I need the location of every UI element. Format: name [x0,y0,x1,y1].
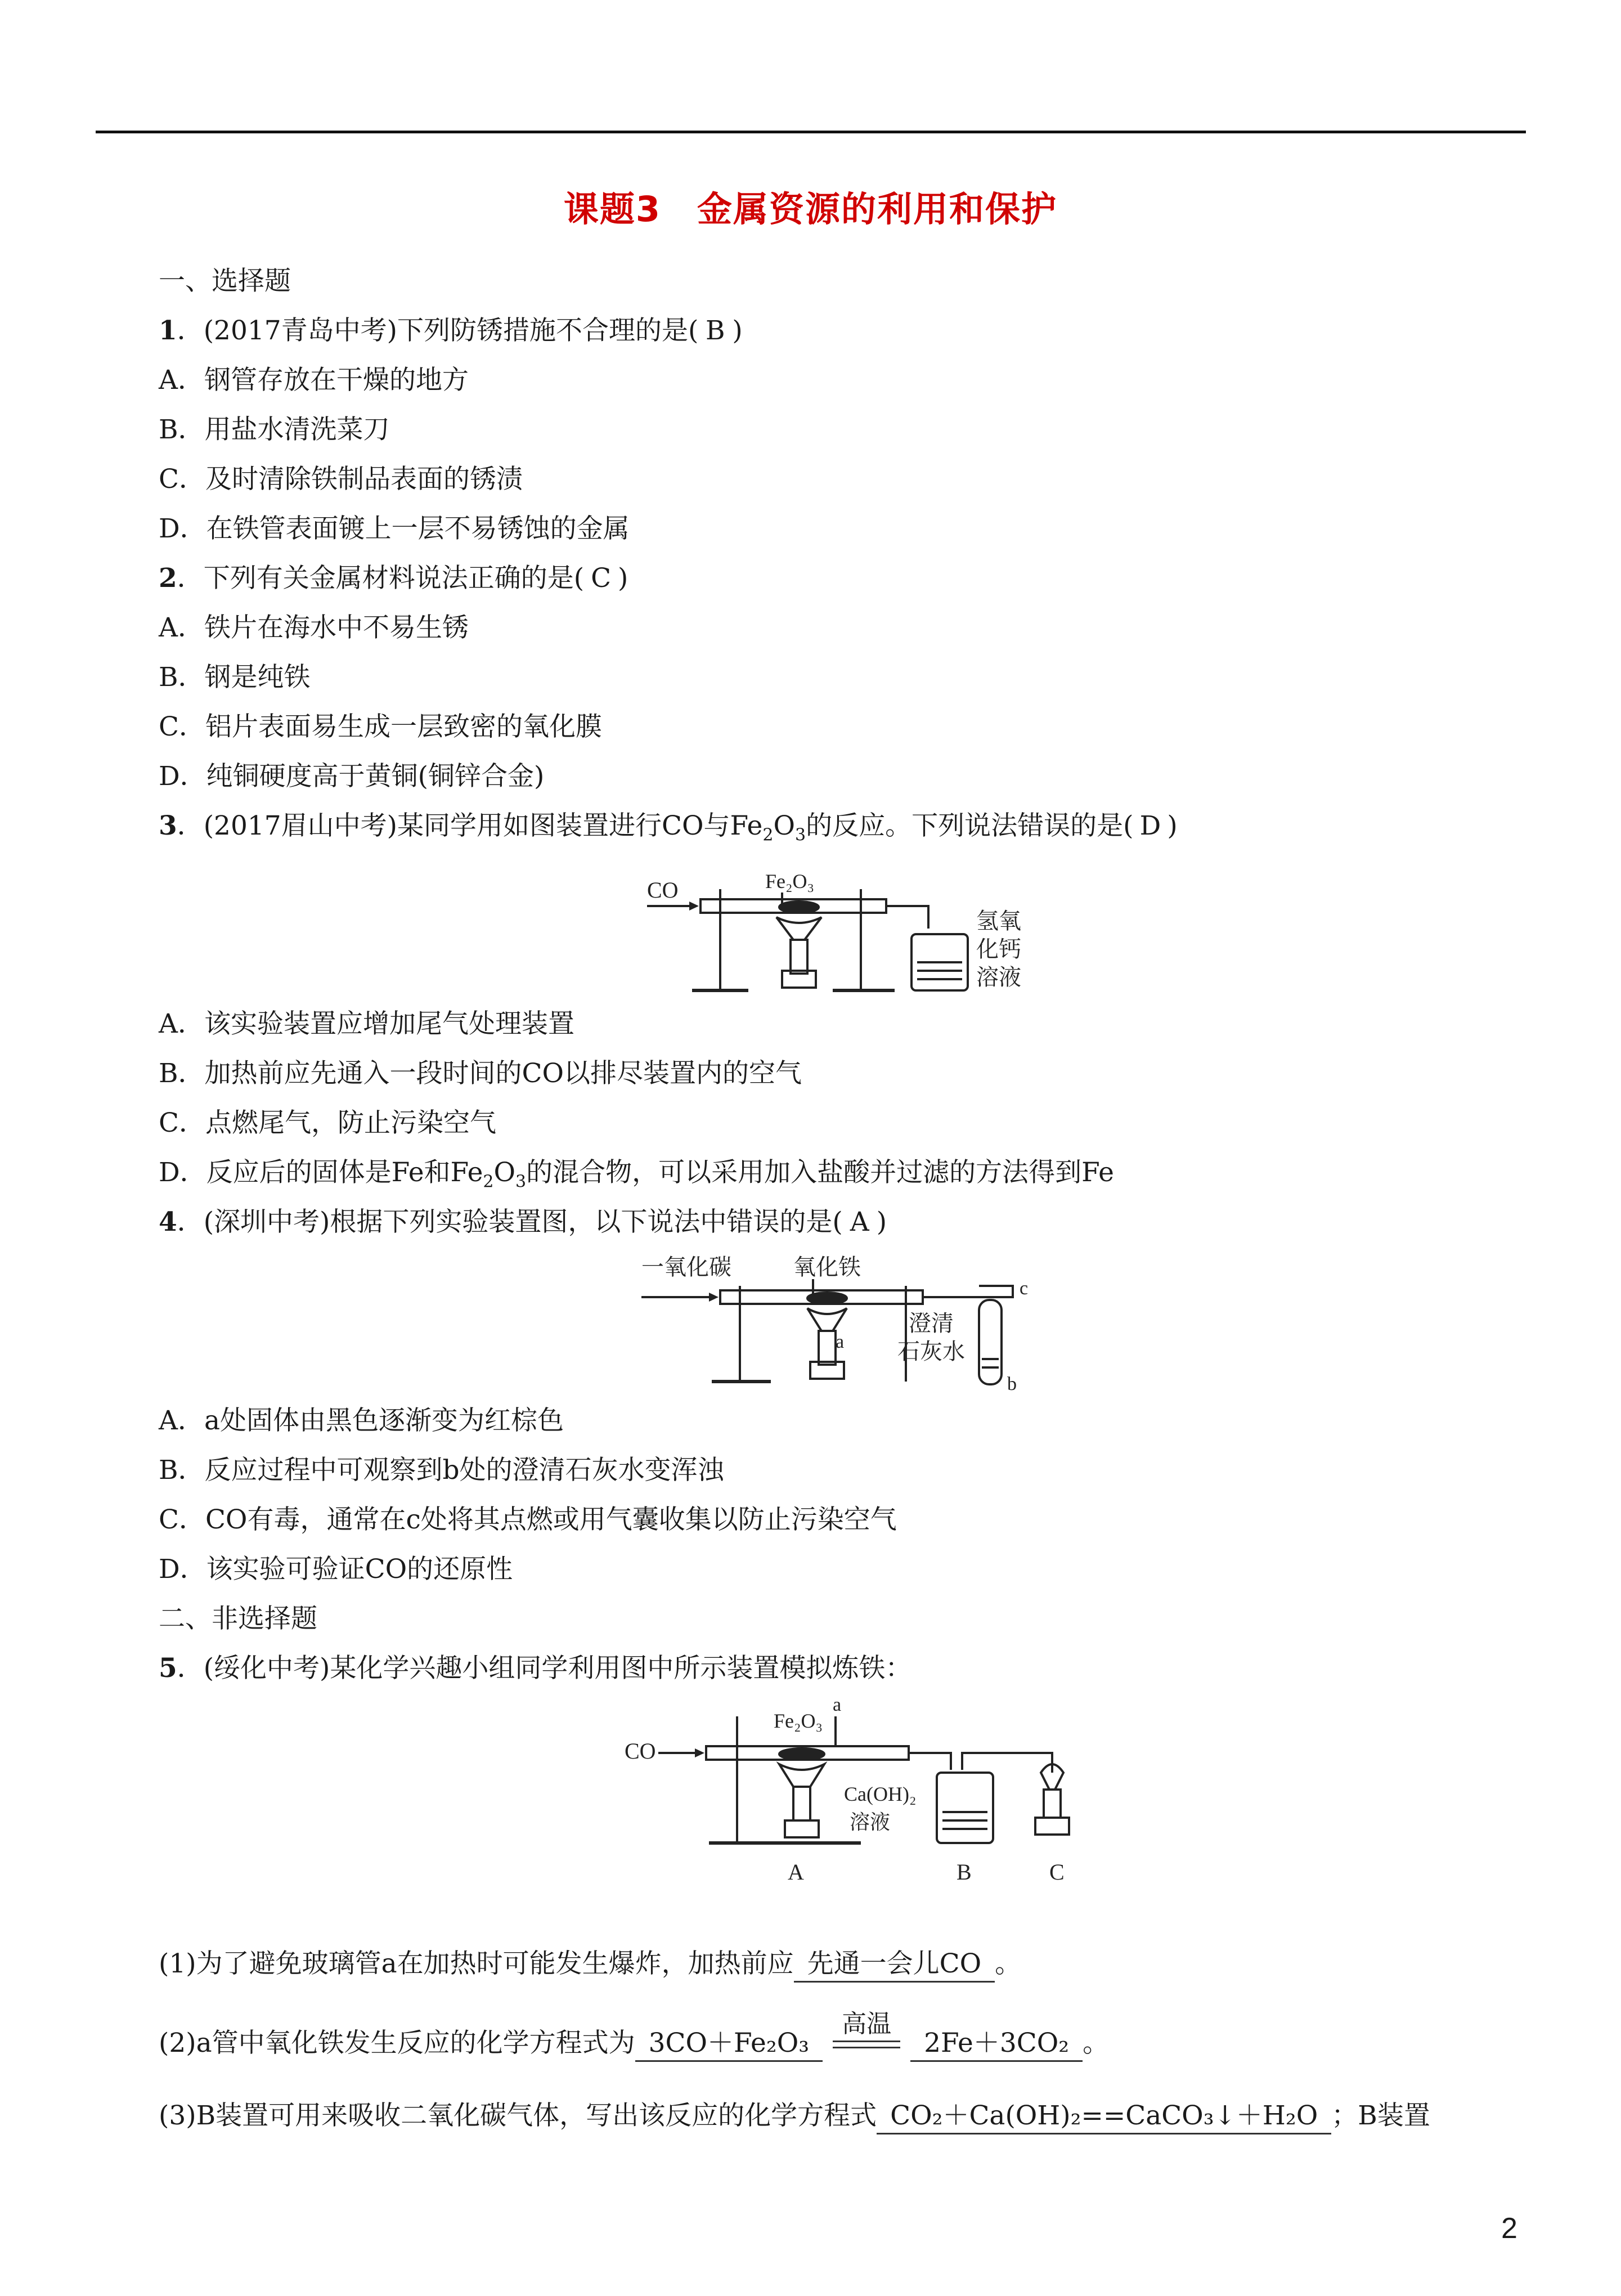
option: B．反应过程中可观察到b处的澄清石灰水变浑浊 [159,1455,724,1486]
svg-text:CO: CO [625,1738,656,1764]
subquestion-3: (3)B装置可用来吸收二氧化碳气体，写出该反应的化学方程式 CO₂＋Ca(OH)₂==CaCO₃↓＋H₂O ；B装置 [159,2099,1430,2134]
svg-text:Fe₂O₃: Fe₂O₃ [774,1710,823,1732]
reaction-condition: 高温 [833,2010,900,2048]
option: C．点燃尾气，防止污染空气 [159,1107,496,1138]
answer-choice: C [591,563,612,594]
question-number: 2 [159,563,177,594]
outlet-tube [886,906,928,929]
option: C．铝片表面易生成一层致密的氧化膜 [159,711,602,742]
svg-text:氧化铁: 氧化铁 [793,1254,861,1280]
answer-blank: CO₂＋Ca(OH)₂==CaCO₃↓＋H₂O [877,2099,1331,2134]
section-heading-nonchoice: 二、非选择题 [159,1603,317,1634]
question-stem: ．(2017青岛中考)下列防锈措施不合理的是( [177,315,699,346]
svg-text:C: C [1049,1859,1065,1885]
option: C．及时清除铁制品表面的锈渍 [159,464,523,495]
apparatus-figure-q3 [636,855,1075,996]
burner-flame [776,917,821,940]
option: C．CO有毒，通常在c处将其点燃或用气囊收集以防止污染空气 [159,1504,897,1535]
answer-blank-lhs: 3CO＋Fe₂O₃ [635,2026,823,2062]
answer-choice: A [850,1207,869,1237]
sample [779,902,819,913]
paren-close: ) [732,315,743,346]
option: D．反应后的固体是Fe和$Fe_2O_3$的混合物，可以采用加入盐酸并过滤的方法得到Fe [159,1157,1114,1192]
answer-choice: D [1139,810,1161,841]
question-number: 5 [159,1653,177,1684]
option: D．该实验可验证CO的还原性 [159,1554,513,1585]
svg-text:氢氧: 氢氧 [976,908,1021,934]
co-label: CO [647,877,679,903]
lamp [791,940,807,974]
svg-text:溶液: 溶液 [976,965,1021,990]
option: B．钢是纯铁 [159,662,311,693]
apparatus-figure-q4 [641,1246,1047,1393]
question-stem: ．(绥化中考)某化学兴趣小组同学利用图中所示装置模拟炼铁： [177,1653,912,1684]
svg-text:a: a [836,1331,845,1352]
paren-close: ) [1167,810,1178,841]
header-rule [96,131,1526,133]
question-number: 4 [159,1207,177,1237]
option: D．纯铜硬度高于黄铜(铜锌合金) [159,761,545,792]
question-3: 3．(2017眉山中考)某同学用如图装置进行CO与$Fe_2O_3$的反应。下列说法错误的是( D ) [159,810,1178,845]
page-title: 课题3 金属资源的利用和保护 [563,189,1058,230]
svg-text:澄清: 澄清 [909,1311,954,1336]
paren-close: ) [876,1207,887,1237]
page-number: 2 [1501,2212,1517,2245]
svg-text:Ca(OH)₂: Ca(OH)₂ [844,1783,917,1805]
svg-text:B: B [957,1859,972,1885]
question-4 [159,1205,887,1239]
option: A．铁片在海水中不易生锈 [159,612,469,643]
svg-text:一氧化碳: 一氧化碳 [641,1254,731,1280]
question-5 [159,1652,911,1685]
paren-close: ) [618,563,628,594]
option: B．加热前应先通入一段时间的CO以排尽装置内的空气 [159,1058,802,1089]
svg-text:b: b [1007,1374,1017,1393]
question-1 [159,314,743,348]
question-2 [159,562,628,595]
question-stem: ．下列有关金属材料说法正确的是( [177,563,585,594]
option: A．钢管存放在干燥的地方 [159,365,469,396]
svg-text:化钙: 化钙 [976,936,1021,962]
fe2o3-label: Fe₂O₃ [765,870,815,893]
option: B．用盐水清洗菜刀 [159,414,390,445]
svg-text:a: a [833,1694,842,1715]
svg-text:A: A [788,1859,804,1885]
answer-blank-rhs: 2Fe＋3CO₂ [910,2026,1083,2062]
section-heading-choice: 一、选择题 [159,266,291,297]
option: D．在铁管表面镀上一层不易锈蚀的金属 [159,513,630,544]
option: A．a处固体由黑色逐渐变为红棕色 [159,1405,564,1436]
svg-text:溶液: 溶液 [850,1811,891,1833]
answer-choice: B [706,315,725,346]
apparatus-figure-q5 [625,1694,1075,1885]
subquestion-1: (1)为了避免玻璃管a在加热时可能发生爆炸，加热前应 先通一会儿CO 。 [159,1947,1021,1983]
question-stem: ．(2017眉山中考)某同学用如图装置进行CO与Fe [177,810,763,841]
option: A．该实验装置应增加尾气处理装置 [159,1008,574,1039]
question-number: 3 [159,810,177,841]
svg-text:石灰水: 石灰水 [897,1339,965,1364]
answer-blank: 先通一会儿CO [794,1947,995,1983]
question-stem: ．(深圳中考)根据下列实验装置图，以下说法中错误的是( [177,1207,843,1237]
svg-text:c: c [1020,1278,1029,1299]
subquestion-2: (2)a管中氧化铁发生反应的化学方程式为 3CO＋Fe₂O₃ 高温 2Fe＋3CO₂ 。 [159,2026,1109,2064]
question-number: 1 [159,315,177,346]
